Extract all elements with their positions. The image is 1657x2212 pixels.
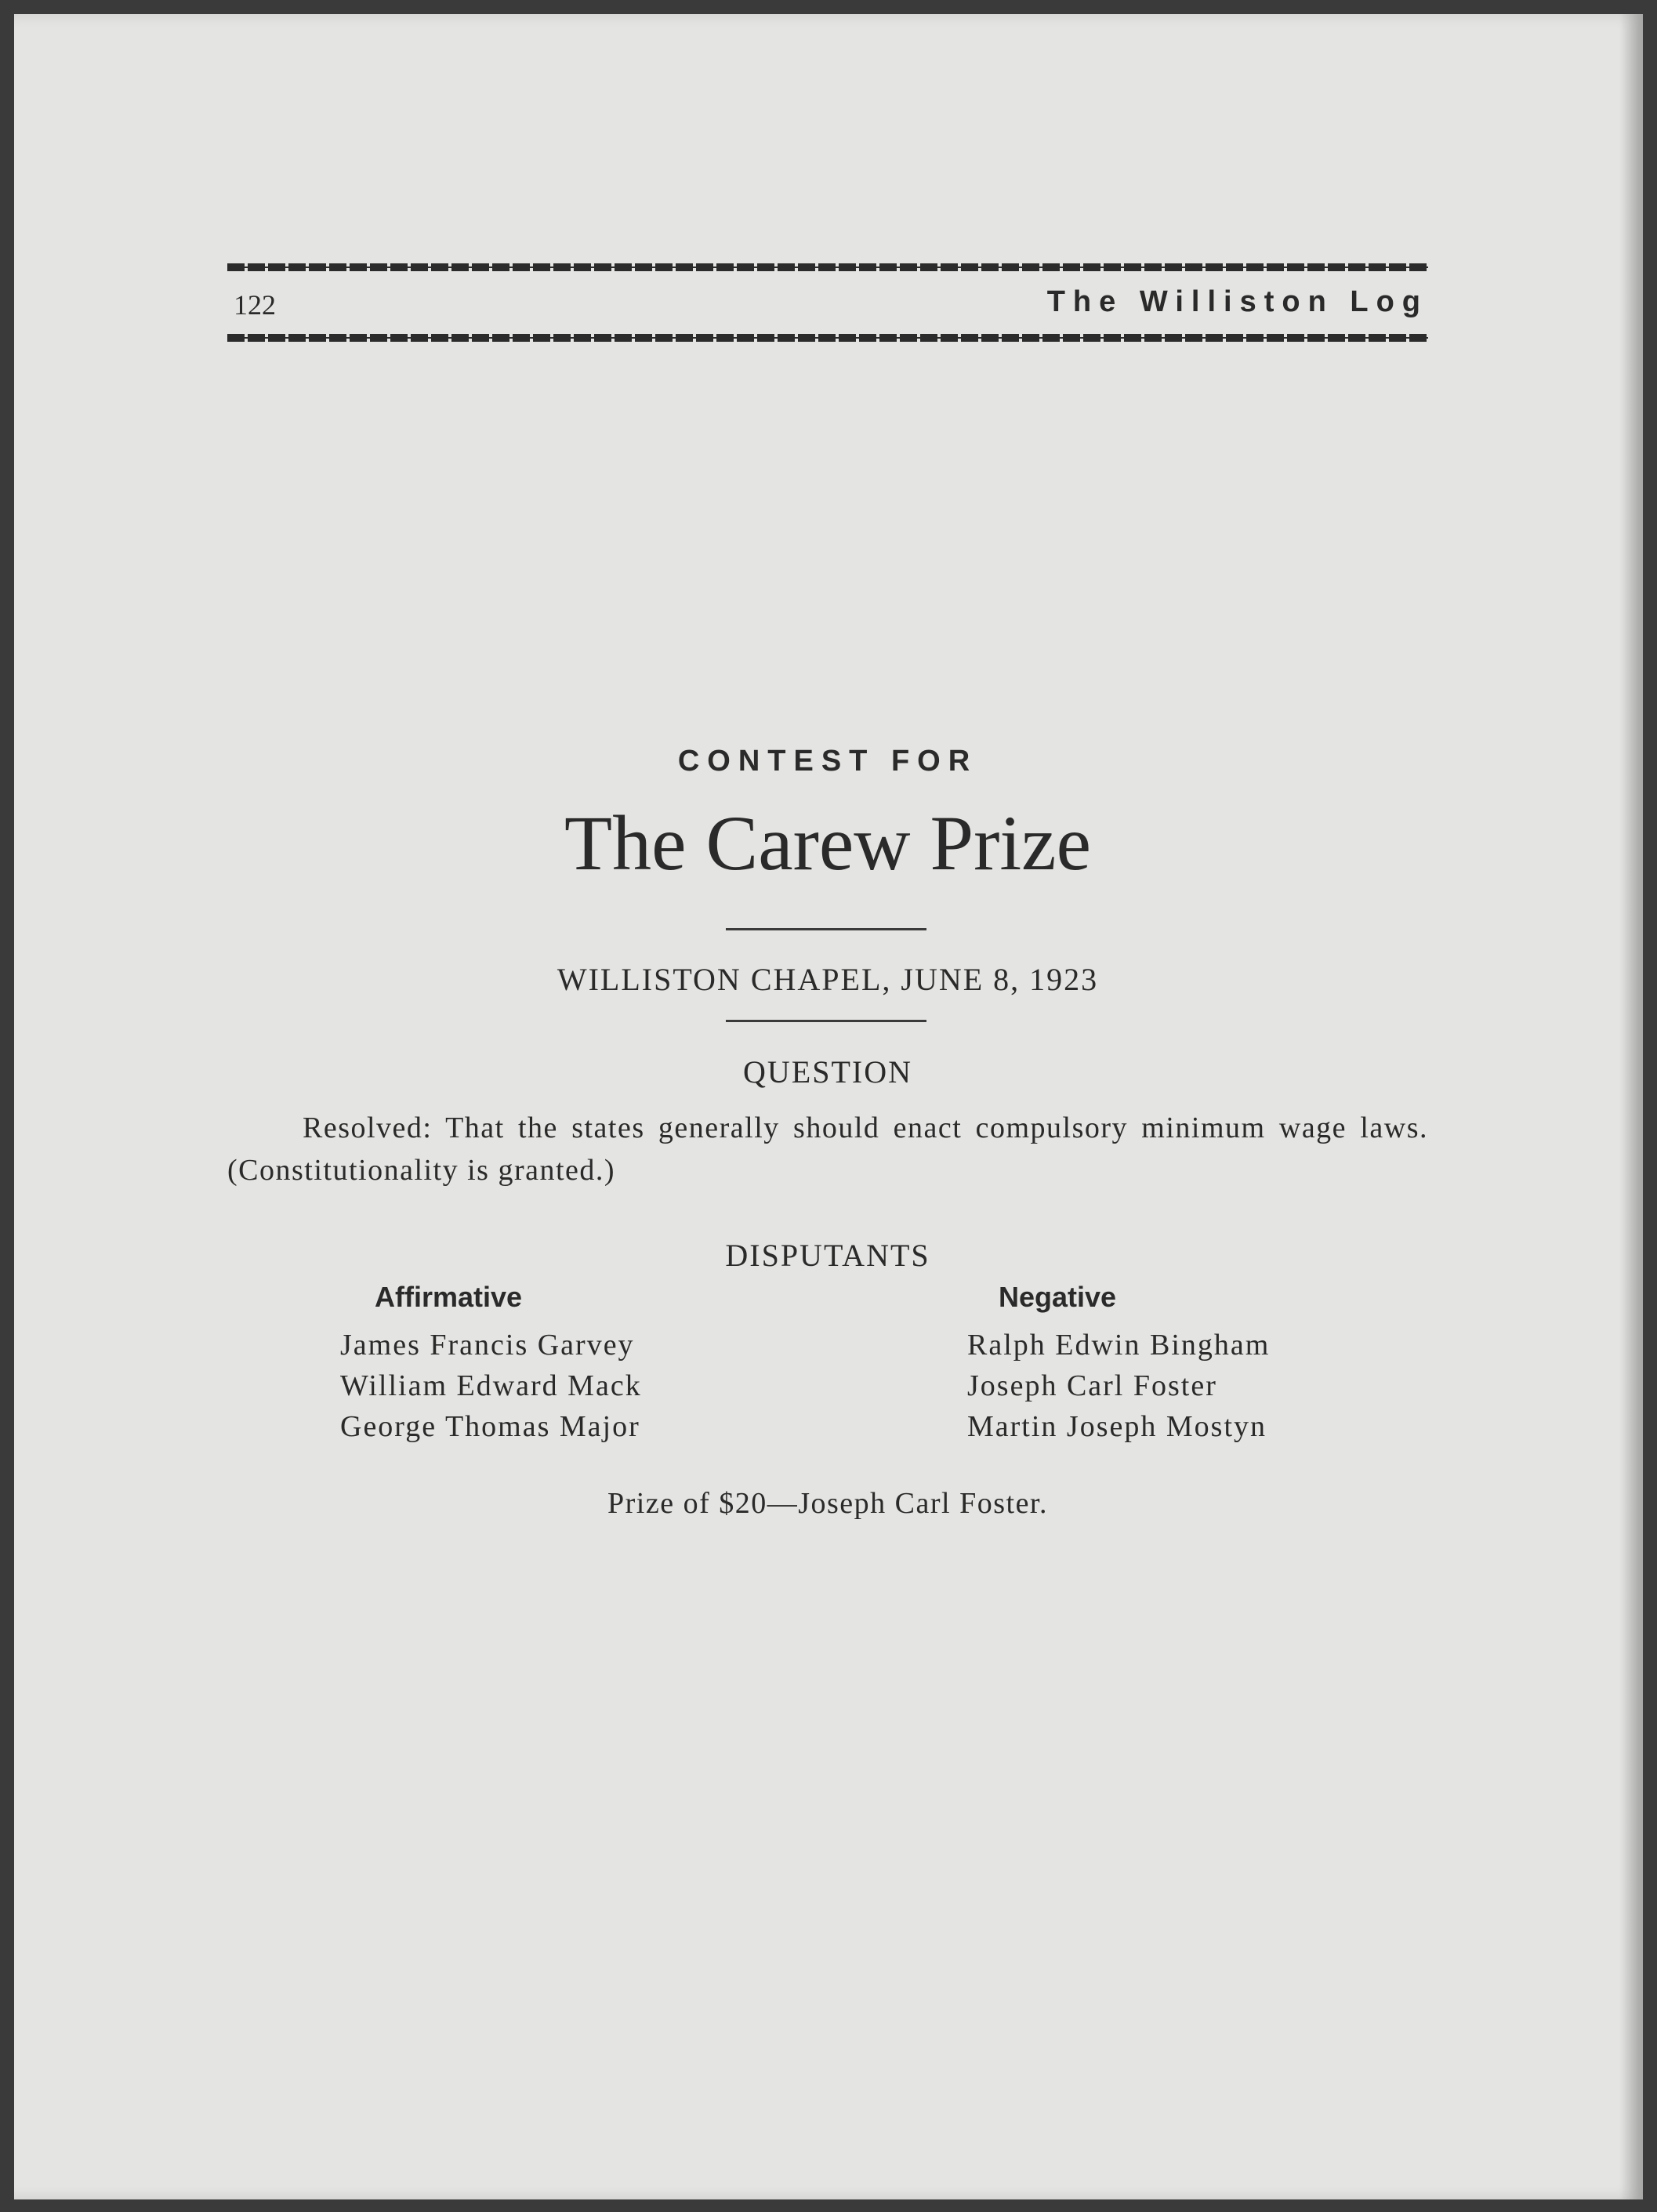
venue-divider xyxy=(726,1020,926,1022)
document-page xyxy=(14,14,1643,2199)
affirmative-column xyxy=(340,1281,779,1447)
negative-name: Joseph Carl Foster xyxy=(967,1369,1217,1402)
affirmative-heading: Affirmative xyxy=(375,1281,523,1313)
contest-kicker: CONTEST FOR xyxy=(677,745,978,778)
disputants-heading: DISPUTANTS xyxy=(725,1238,930,1273)
negative-name: Martin Joseph Mostyn xyxy=(967,1410,1267,1443)
running-title: The Williston Log xyxy=(1046,285,1428,318)
affirmative-name: William Edward Mack xyxy=(340,1369,642,1402)
venue-date: WILLISTON CHAPEL, JUNE 8, 1923 xyxy=(557,962,1099,997)
page-edge-shadow xyxy=(1619,14,1643,2199)
negative-column xyxy=(967,1281,1406,1447)
prize-result: Prize of $20—Joseph Carl Foster. xyxy=(607,1487,1048,1520)
negative-heading: Negative xyxy=(999,1281,1117,1313)
affirmative-name: George Thomas Major xyxy=(340,1410,640,1443)
header-bottom-rule xyxy=(227,334,1428,342)
title-divider xyxy=(726,928,926,930)
affirmative-name: James Francis Garvey xyxy=(340,1329,635,1362)
page-title: The Carew Prize xyxy=(564,800,1091,887)
question-heading: QUESTION xyxy=(743,1054,912,1090)
negative-name: Ralph Edwin Bingham xyxy=(967,1329,1271,1362)
question-text: Resolved: That the states generally should enact compulsory minimum wage laws. (Constitutionality is granted.) xyxy=(227,1111,1428,1187)
running-header xyxy=(227,282,1428,329)
page-number: 122 xyxy=(234,289,276,321)
header-top-rule xyxy=(227,263,1428,271)
